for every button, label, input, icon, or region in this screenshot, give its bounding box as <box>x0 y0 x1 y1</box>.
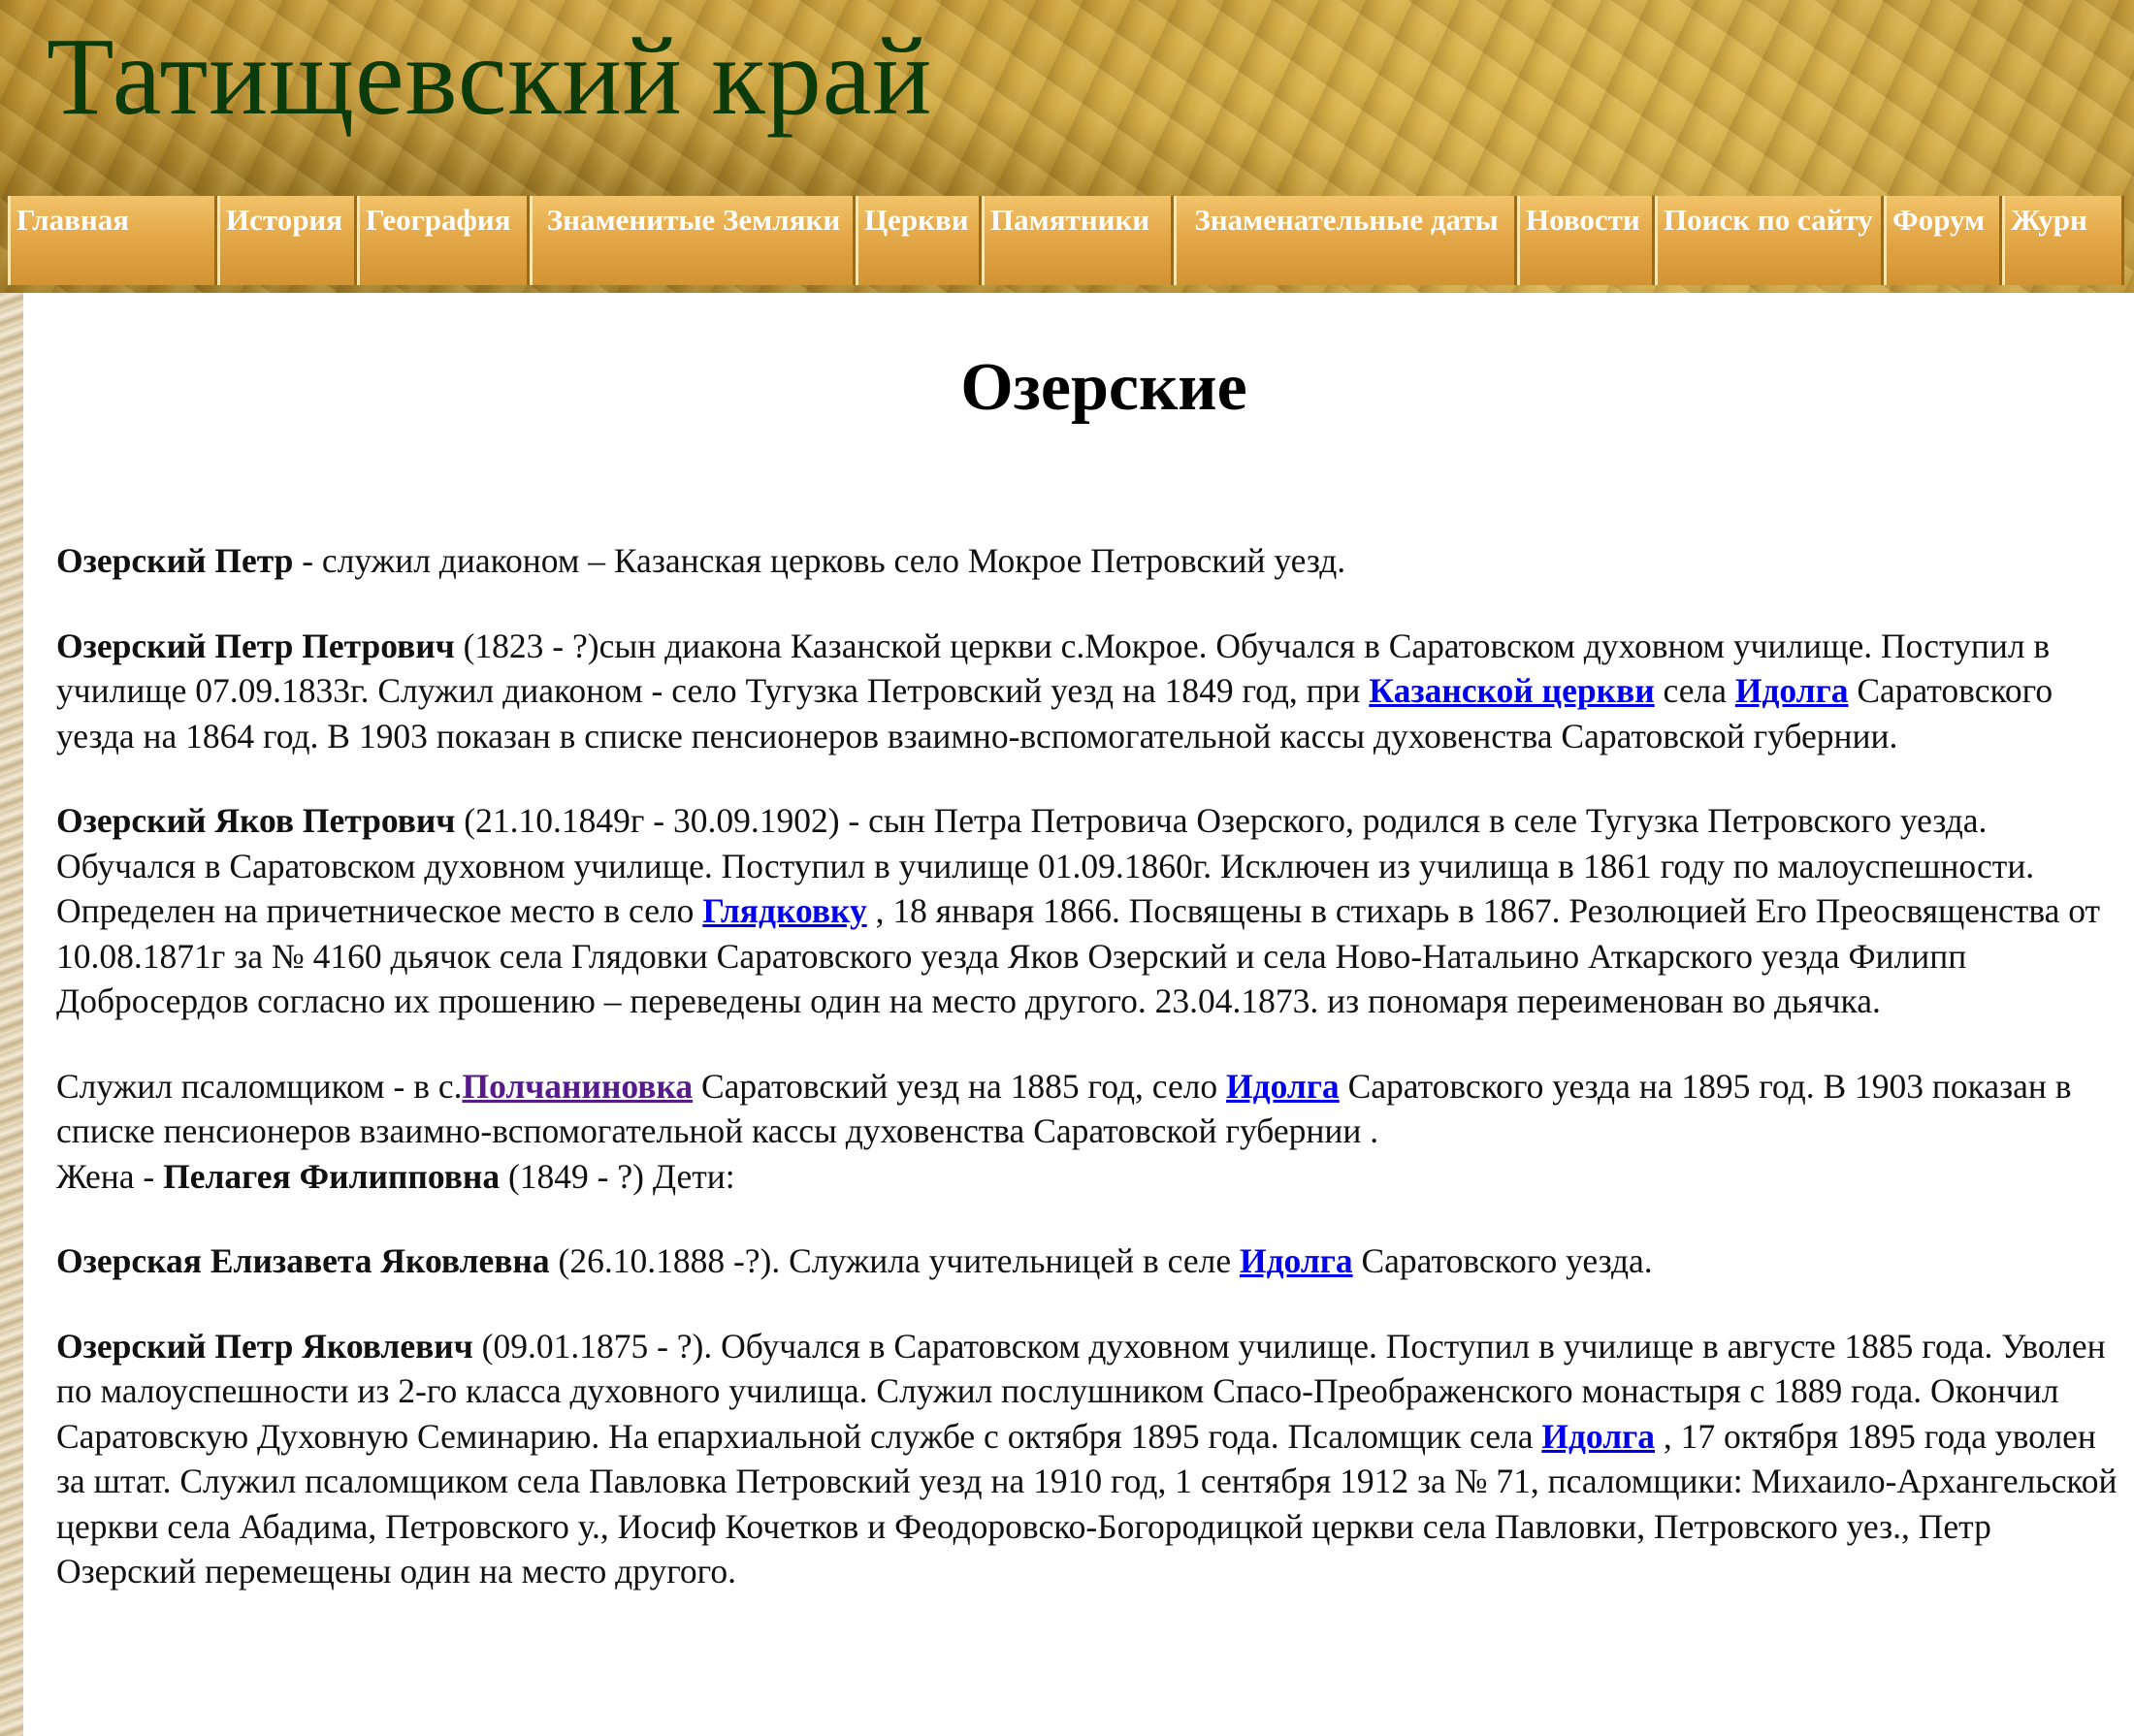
site-title: Татищевский край <box>47 15 933 138</box>
nav-item-site-search[interactable]: Поиск по сайту <box>1655 196 1884 285</box>
link-polchaninovka[interactable]: Полчаниновка <box>462 1066 694 1106</box>
nav-item-news[interactable]: Новости <box>1517 196 1655 285</box>
nav-item-geography[interactable]: География <box>357 196 530 285</box>
site-header <box>0 0 2134 293</box>
paragraph-wife: Жена - Пелагея Филипповна (1849 - ?) Дети: <box>56 1156 735 1196</box>
person-name: Озерская Елизавета Яковлевна <box>56 1241 550 1280</box>
person-name: Озерский Петр Петрович <box>56 626 455 665</box>
link-glyadkovka[interactable]: Глядковку <box>702 891 867 930</box>
paragraph-petr: Озерский Петр - служил диаконом – Казанская церковь село Мокрое Петровский уезд. <box>56 541 1346 580</box>
page-title: Озерские <box>960 350 1247 425</box>
person-name: Озерский Петр Яковлевич <box>56 1326 473 1366</box>
person-name: Озерский Яков Петрович <box>56 801 456 840</box>
paragraph-petr-petrovich: Озерский Петр Петрович (1823 - ?)сын диакона Казанской церкви с.Мокрое. Обучался в Саратовском духовном училище. Поступил в училище 07.09.1833г. Служил диаконом - село Тугузка Петровский уезд на 1849 год, при Казанской церкви села Идолга Саратовского уезда на 1864 год. В 1903 показан в списке пенсионеров взаимно-вспомогательной кассы духовенства Саратовской губернии. <box>56 626 2053 755</box>
main-nav <box>0 196 2134 285</box>
link-kazan-church[interactable]: Казанской церкви <box>1369 671 1655 710</box>
link-idolga[interactable]: Идолга <box>1226 1066 1340 1106</box>
paragraph-yakov-petrovich: Озерский Яков Петрович (21.10.1849г - 30.09.1902) - сын Петра Петровича Озерского, родился в селе Тугузка Петровского уезда. Обучался в Саратовском духовном училище. Поступил в училище 01.09.1860г. Исключен из училища в 1861 году по малоуспешности. Определен на причетническое место в село Глядковку , 18 января 1866. Посвящены в стихарь в 1867. Резолюцией Его Преосвященства от 10.08.1871г за № 4160 дьячок села Глядовки Саратовского уезда Яков Озерский и села Ново-Натальино Аткарского уезда Филипп Добросердов согласно их прошению – переведены один на место другого. 23.04.1873. из пономаря переименован во дьячка. <box>56 801 2101 1020</box>
link-idolga[interactable]: Идолга <box>1541 1416 1655 1456</box>
left-border-decoration <box>0 293 23 1736</box>
nav-item-history[interactable]: История <box>217 196 357 285</box>
nav-item-notable-dates[interactable]: Знаменательные даты <box>1174 196 1517 285</box>
nav-item-forum[interactable]: Форум <box>1884 196 2002 285</box>
paragraph-petr-yakovlevich: Озерский Петр Яковлевич (09.01.1875 - ?). Обучался в Саратовском духовном училище. Поступил в училище в августе 1885 года. Уволен по малоуспешности из 2-го класса духовного училища. Служил послушником Спасо-Преображенского монастыря с 1889 года. Окончил Саратовскую Духовную Семинарию. На епархиальной службе с октября 1895 года. Псаломщик села Идолга , 17 октября 1895 года уволен за штат. Служил псаломщиком села Павловка Петровский уезд на 1910 год, 1 сентября 1912 за № 71, псаломщики: Михаило-Архангельской церкви села Абадима, Петровского у., Иосиф Кочетков и Феодоровско-Богородицкой церкви села Павловки, Петровского уез., Петр Озерский перемещены один на место другого. <box>56 1326 2118 1591</box>
article-body <box>56 538 2124 1634</box>
link-idolga[interactable]: Идолга <box>1239 1241 1353 1280</box>
nav-item-home[interactable]: Главная <box>8 196 217 285</box>
nav-item-journal[interactable]: Журн <box>2002 196 2124 285</box>
paragraph-psalmist-service: Служил псаломщиком - в с.Полчаниновка Саратовский уезд на 1885 год, село Идолга Саратовского уезда на 1895 год. В 1903 показан в списке пенсионеров взаимно-вспомогательной кассы духовенства Саратовской губернии . <box>56 1066 2072 1150</box>
person-name: Озерский Петр <box>56 541 294 580</box>
person-name: Пелагея Филипповна <box>163 1156 501 1196</box>
nav-item-famous-people[interactable]: Знаменитые Земляки <box>530 196 856 285</box>
nav-item-monuments[interactable]: Памятники <box>982 196 1174 285</box>
nav-item-churches[interactable]: Церкви <box>856 196 982 285</box>
link-idolga[interactable]: Идолга <box>1734 671 1849 710</box>
paragraph-elizaveta: Озерская Елизавета Яковлевна (26.10.1888 -?). Служила учительницей в селе Идолга Саратовского уезда. <box>56 1241 1653 1280</box>
